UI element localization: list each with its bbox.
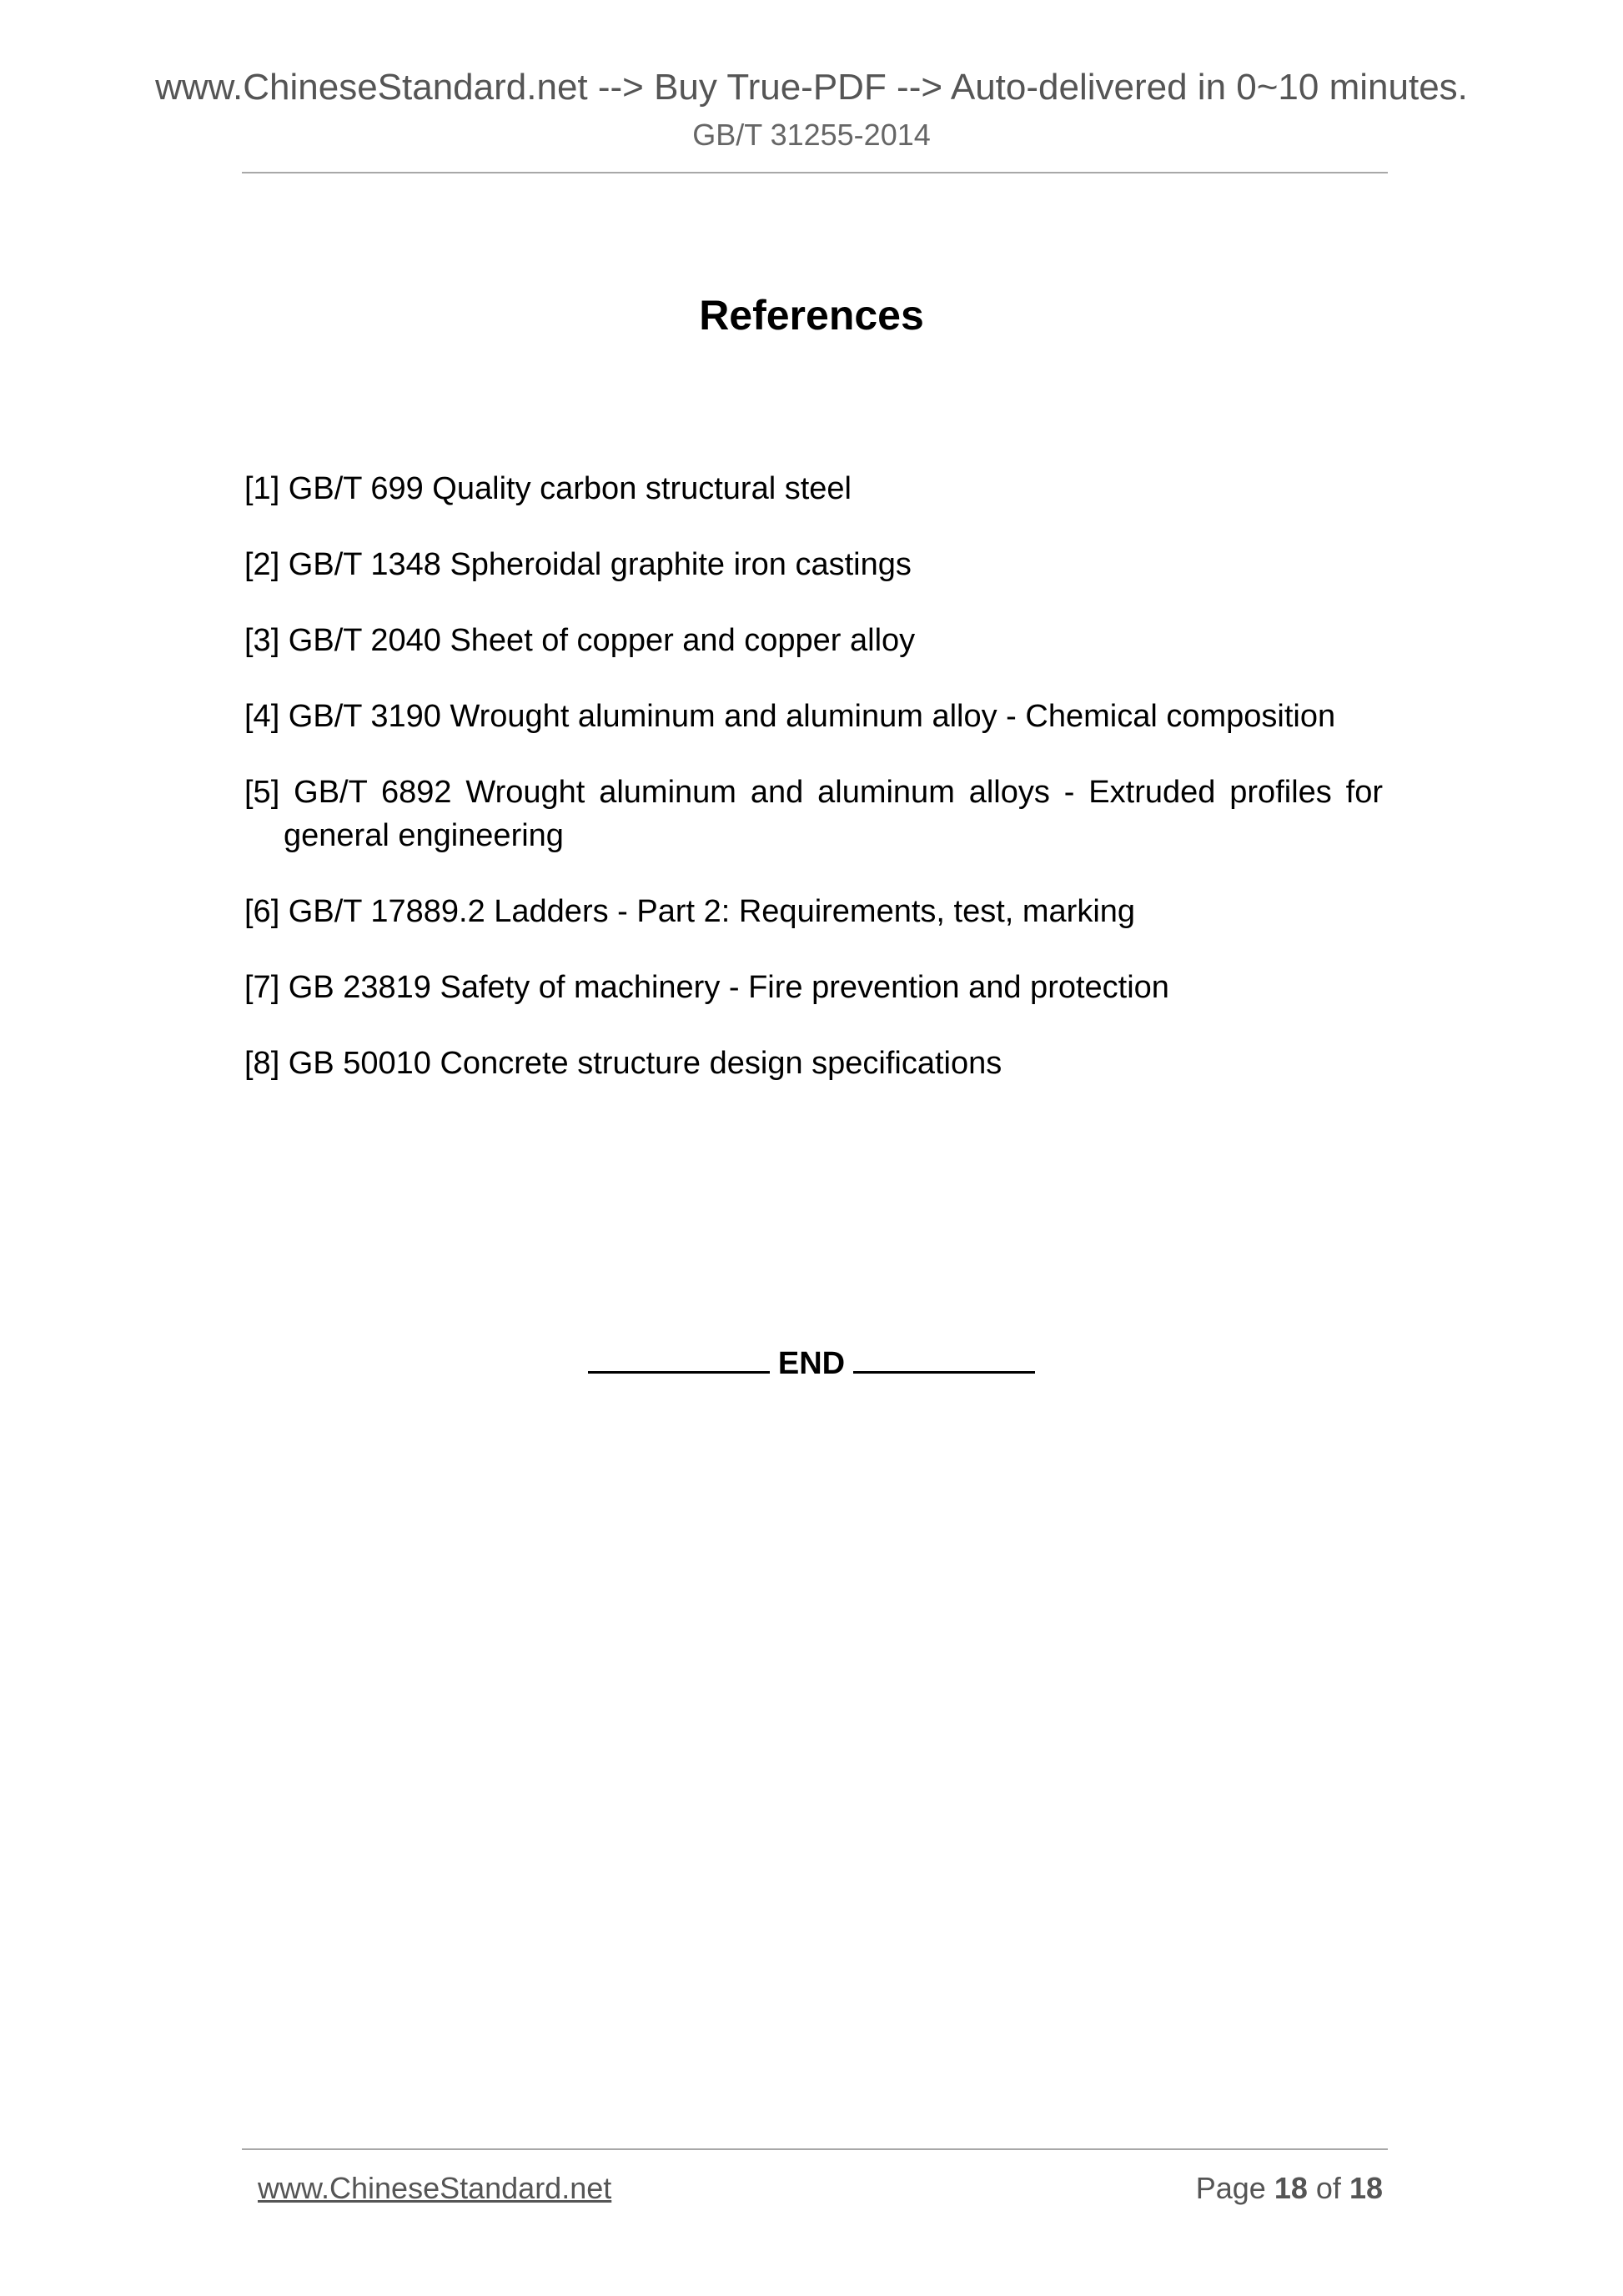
footer-divider (242, 2148, 1388, 2150)
end-label: END (777, 1346, 846, 1381)
page-total: 18 (1349, 2171, 1383, 2205)
reference-item: [2] GB/T 1348 Spheroidal graphite iron castings (244, 547, 912, 582)
end-rule-left (588, 1343, 770, 1374)
reference-item: [4] GB/T 3190 Wrought aluminum and aluminum alloy - Chemical composition (244, 699, 1336, 734)
footer-site-link[interactable]: www.ChineseStandard.net (258, 2171, 612, 2205)
reference-item: [8] GB 50010 Concrete structure design specifications (244, 1046, 1002, 1081)
page-title: References (699, 292, 924, 339)
reference-item: [6] GB/T 17889.2 Ladders - Part 2: Requirements, test, marking (244, 894, 1136, 929)
reference-item: [3] GB/T 2040 Sheet of copper and copper alloy (244, 623, 916, 658)
header-standard-code: GB/T 31255-2014 (692, 118, 931, 152)
reference-item: [1] GB/T 699 Quality carbon structural steel (244, 471, 852, 506)
end-rule-right (853, 1343, 1035, 1374)
page-label: Page (1195, 2171, 1266, 2205)
reference-item: [5] GB/T 6892 Wrought aluminum and aluminum alloys - Extruded profiles for general engineering (244, 775, 1383, 853)
page-current: 18 (1274, 2171, 1308, 2205)
reference-item: [7] GB 23819 Safety of machinery - Fire prevention and protection (244, 970, 1169, 1005)
header-banner: www.ChineseStandard.net --> Buy True-PDF --> Auto-delivered in 0~10 minutes. (155, 67, 1468, 108)
references-list (244, 467, 1383, 1118)
header-divider (242, 172, 1388, 173)
page-of-label: of (1315, 2171, 1341, 2205)
footer-page-number (1196, 2168, 1383, 2208)
end-marker (0, 1343, 1623, 1384)
